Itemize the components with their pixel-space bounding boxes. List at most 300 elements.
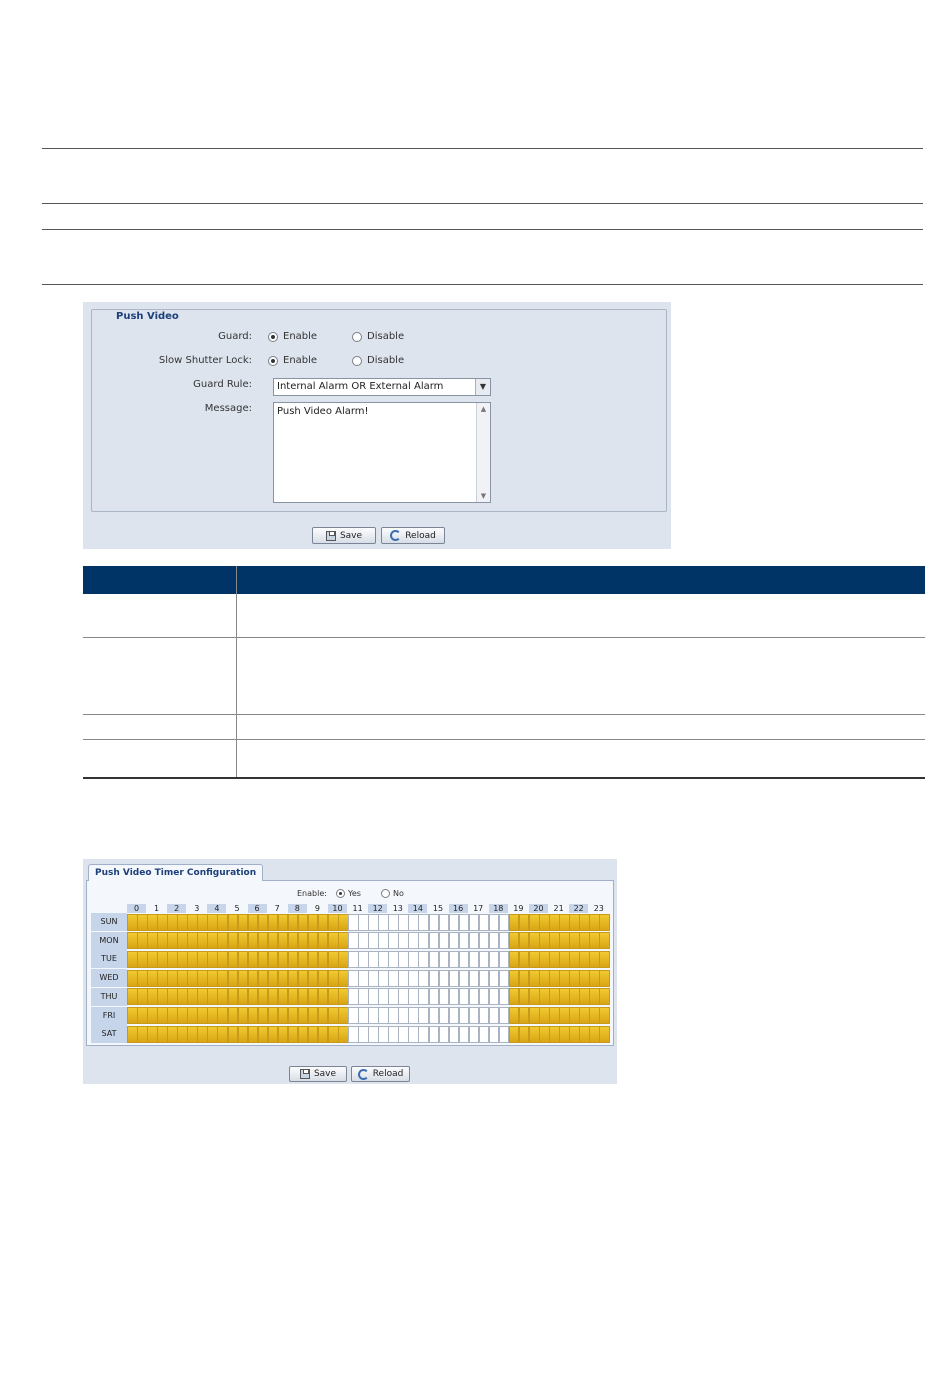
schedule-slot[interactable] xyxy=(559,932,570,949)
schedule-slot[interactable] xyxy=(368,951,379,968)
schedule-slot[interactable] xyxy=(479,1026,490,1043)
schedule-slot[interactable] xyxy=(308,988,319,1005)
schedule-slot[interactable] xyxy=(368,988,379,1005)
schedule-slot[interactable] xyxy=(388,914,399,931)
schedule-slot[interactable] xyxy=(469,951,480,968)
schedule-slot[interactable] xyxy=(449,951,460,968)
schedule-slot[interactable] xyxy=(248,988,259,1005)
schedule-slot[interactable] xyxy=(479,932,490,949)
schedule-slot[interactable] xyxy=(127,970,138,987)
schedule-slot[interactable] xyxy=(479,914,490,931)
schedule-slot[interactable] xyxy=(569,988,580,1005)
timer-enable-yes-label[interactable]: Yes xyxy=(348,889,361,898)
schedule-slot[interactable] xyxy=(509,988,520,1005)
schedule-slot[interactable] xyxy=(559,1026,570,1043)
hour-header-16[interactable]: 16 xyxy=(449,904,468,913)
schedule-slot[interactable] xyxy=(238,970,249,987)
schedule-slot[interactable] xyxy=(388,1007,399,1024)
schedule-slot[interactable] xyxy=(479,988,490,1005)
schedule-slot[interactable] xyxy=(408,951,419,968)
schedule-slot[interactable] xyxy=(298,970,309,987)
schedule-slot[interactable] xyxy=(167,951,178,968)
schedule-slot[interactable] xyxy=(579,951,590,968)
schedule-slot[interactable] xyxy=(408,988,419,1005)
schedule-slot[interactable] xyxy=(549,951,560,968)
schedule-slot[interactable] xyxy=(429,970,440,987)
schedule-slot[interactable] xyxy=(258,1007,269,1024)
schedule-slot[interactable] xyxy=(368,1026,379,1043)
schedule-slot[interactable] xyxy=(509,1007,520,1024)
schedule-slot[interactable] xyxy=(579,1026,590,1043)
schedule-slot[interactable] xyxy=(569,932,580,949)
schedule-slot[interactable] xyxy=(228,988,239,1005)
schedule-slot[interactable] xyxy=(358,951,369,968)
hour-header-2[interactable]: 2 xyxy=(167,904,186,913)
schedule-slot[interactable] xyxy=(248,932,259,949)
schedule-slot[interactable] xyxy=(368,970,379,987)
schedule-slot[interactable] xyxy=(418,1026,429,1043)
schedule-slot[interactable] xyxy=(278,988,289,1005)
schedule-slot[interactable] xyxy=(157,1007,168,1024)
hour-header-0[interactable]: 0 xyxy=(127,904,146,913)
schedule-slot[interactable] xyxy=(137,914,148,931)
slow-shutter-enable-radio[interactable] xyxy=(268,356,278,366)
schedule-slot[interactable] xyxy=(207,970,218,987)
timer-enable-no-label[interactable]: No xyxy=(393,889,404,898)
schedule-slot[interactable] xyxy=(569,1026,580,1043)
guard-enable-label[interactable]: Enable xyxy=(283,331,318,342)
schedule-slot[interactable] xyxy=(489,932,500,949)
schedule-slot[interactable] xyxy=(388,988,399,1005)
schedule-slot[interactable] xyxy=(378,1007,389,1024)
save-button[interactable] xyxy=(312,527,376,544)
schedule-slot[interactable] xyxy=(519,932,530,949)
schedule-slot[interactable] xyxy=(318,914,329,931)
schedule-slot[interactable] xyxy=(228,932,239,949)
schedule-slot[interactable] xyxy=(579,1007,590,1024)
hour-header-18[interactable]: 18 xyxy=(489,904,508,913)
schedule-slot[interactable] xyxy=(177,1026,188,1043)
schedule-slot[interactable] xyxy=(378,932,389,949)
schedule-slot[interactable] xyxy=(408,1026,419,1043)
schedule-slot[interactable] xyxy=(378,970,389,987)
message-scrollbar[interactable] xyxy=(476,403,490,502)
schedule-slot[interactable] xyxy=(589,988,600,1005)
schedule-slot[interactable] xyxy=(268,951,279,968)
schedule-slot[interactable] xyxy=(539,970,550,987)
schedule-slot[interactable] xyxy=(288,951,299,968)
schedule-slot[interactable] xyxy=(589,1026,600,1043)
schedule-slot[interactable] xyxy=(137,951,148,968)
schedule-slot[interactable] xyxy=(489,914,500,931)
schedule-slot[interactable] xyxy=(589,932,600,949)
schedule-slot[interactable] xyxy=(338,1026,349,1043)
schedule-slot[interactable] xyxy=(589,970,600,987)
schedule-slot[interactable] xyxy=(579,914,590,931)
schedule-slot[interactable] xyxy=(147,914,158,931)
schedule-slot[interactable] xyxy=(248,970,259,987)
schedule-slot[interactable] xyxy=(599,932,610,949)
schedule-slot[interactable] xyxy=(358,932,369,949)
schedule-slot[interactable] xyxy=(459,932,470,949)
schedule-slot[interactable] xyxy=(308,932,319,949)
schedule-slot[interactable] xyxy=(147,1007,158,1024)
chevron-down-icon[interactable]: ▼ xyxy=(475,379,490,395)
schedule-slot[interactable] xyxy=(509,1026,520,1043)
schedule-slot[interactable] xyxy=(499,970,510,987)
hour-header-23[interactable]: 23 xyxy=(593,904,604,913)
schedule-slot[interactable] xyxy=(328,932,339,949)
scroll-down-icon[interactable]: ▼ xyxy=(480,492,487,500)
hour-header-9[interactable]: 9 xyxy=(314,904,320,913)
schedule-slot[interactable] xyxy=(509,932,520,949)
schedule-slot[interactable] xyxy=(238,988,249,1005)
schedule-slot[interactable] xyxy=(268,932,279,949)
schedule-slot[interactable] xyxy=(539,914,550,931)
schedule-slot[interactable] xyxy=(197,1007,208,1024)
timer-save-button[interactable] xyxy=(289,1066,347,1082)
schedule-slot[interactable] xyxy=(338,914,349,931)
schedule-slot[interactable] xyxy=(278,951,289,968)
schedule-slot[interactable] xyxy=(368,1007,379,1024)
schedule-slot[interactable] xyxy=(278,970,289,987)
schedule-slot[interactable] xyxy=(338,951,349,968)
schedule-slot[interactable] xyxy=(147,988,158,1005)
schedule-slot[interactable] xyxy=(258,932,269,949)
schedule-slot[interactable] xyxy=(499,1026,510,1043)
schedule-slot[interactable] xyxy=(167,1026,178,1043)
schedule-slot[interactable] xyxy=(258,1026,269,1043)
schedule-slot[interactable] xyxy=(499,914,510,931)
schedule-slot[interactable] xyxy=(177,914,188,931)
schedule-slot[interactable] xyxy=(439,970,450,987)
schedule-slot[interactable] xyxy=(268,1007,279,1024)
schedule-slot[interactable] xyxy=(499,988,510,1005)
schedule-slot[interactable] xyxy=(398,1026,409,1043)
schedule-slot[interactable] xyxy=(368,914,379,931)
schedule-slot[interactable] xyxy=(167,970,178,987)
schedule-slot[interactable] xyxy=(328,951,339,968)
schedule-slot[interactable] xyxy=(358,988,369,1005)
hour-header-15[interactable]: 15 xyxy=(432,904,444,913)
schedule-slot[interactable] xyxy=(157,1026,168,1043)
timer-enable-yes-radio[interactable] xyxy=(336,889,345,898)
schedule-slot[interactable] xyxy=(439,932,450,949)
schedule-slot[interactable] xyxy=(177,932,188,949)
schedule-slot[interactable] xyxy=(549,914,560,931)
schedule-slot[interactable] xyxy=(207,951,218,968)
schedule-slot[interactable] xyxy=(439,914,450,931)
schedule-slot[interactable] xyxy=(308,1007,319,1024)
schedule-slot[interactable] xyxy=(489,988,500,1005)
schedule-slot[interactable] xyxy=(469,1007,480,1024)
schedule-slot[interactable] xyxy=(207,932,218,949)
schedule-slot[interactable] xyxy=(278,932,289,949)
schedule-slot[interactable] xyxy=(449,932,460,949)
schedule-slot[interactable] xyxy=(388,932,399,949)
schedule-slot[interactable] xyxy=(127,1026,138,1043)
schedule-slot[interactable] xyxy=(549,932,560,949)
schedule-slot[interactable] xyxy=(288,932,299,949)
schedule-slot[interactable] xyxy=(549,1007,560,1024)
schedule-slot[interactable] xyxy=(559,988,570,1005)
schedule-slot[interactable] xyxy=(539,951,550,968)
schedule-slot[interactable] xyxy=(268,1026,279,1043)
schedule-slot[interactable] xyxy=(539,1026,550,1043)
schedule-slot[interactable] xyxy=(217,988,228,1005)
schedule-slot[interactable] xyxy=(318,970,329,987)
schedule-slot[interactable] xyxy=(248,1007,259,1024)
message-textarea[interactable] xyxy=(273,402,491,503)
schedule-slot[interactable] xyxy=(268,988,279,1005)
schedule-slot[interactable] xyxy=(217,970,228,987)
schedule-slot[interactable] xyxy=(429,988,440,1005)
schedule-slot[interactable] xyxy=(529,1026,540,1043)
schedule-slot[interactable] xyxy=(288,914,299,931)
schedule-slot[interactable] xyxy=(408,1007,419,1024)
schedule-slot[interactable] xyxy=(489,1026,500,1043)
schedule-slot[interactable] xyxy=(418,988,429,1005)
schedule-slot[interactable] xyxy=(348,951,359,968)
schedule-slot[interactable] xyxy=(519,1026,530,1043)
schedule-slot[interactable] xyxy=(298,988,309,1005)
scroll-up-icon[interactable]: ▲ xyxy=(480,405,487,413)
schedule-slot[interactable] xyxy=(519,970,530,987)
schedule-slot[interactable] xyxy=(207,988,218,1005)
schedule-slot[interactable] xyxy=(429,914,440,931)
schedule-slot[interactable] xyxy=(137,970,148,987)
schedule-slot[interactable] xyxy=(137,1026,148,1043)
schedule-slot[interactable] xyxy=(328,1007,339,1024)
schedule-slot[interactable] xyxy=(398,970,409,987)
hour-header-20[interactable]: 20 xyxy=(529,904,548,913)
schedule-slot[interactable] xyxy=(228,914,239,931)
schedule-slot[interactable] xyxy=(157,951,168,968)
day-label-tue[interactable]: TUE xyxy=(91,950,127,968)
schedule-slot[interactable] xyxy=(459,970,470,987)
schedule-slot[interactable] xyxy=(358,914,369,931)
hour-header-1[interactable]: 1 xyxy=(154,904,160,913)
schedule-slot[interactable] xyxy=(539,988,550,1005)
schedule-slot[interactable] xyxy=(519,914,530,931)
schedule-slot[interactable] xyxy=(137,988,148,1005)
schedule-slot[interactable] xyxy=(388,1026,399,1043)
hour-header-11[interactable]: 11 xyxy=(352,904,363,913)
schedule-slot[interactable] xyxy=(328,988,339,1005)
schedule-slot[interactable] xyxy=(328,1026,339,1043)
schedule-slot[interactable] xyxy=(599,951,610,968)
schedule-slot[interactable] xyxy=(167,1007,178,1024)
schedule-slot[interactable] xyxy=(418,951,429,968)
schedule-slot[interactable] xyxy=(348,970,359,987)
schedule-slot[interactable] xyxy=(429,951,440,968)
schedule-slot[interactable] xyxy=(228,951,239,968)
schedule-slot[interactable] xyxy=(449,914,460,931)
schedule-slot[interactable] xyxy=(217,932,228,949)
schedule-slot[interactable] xyxy=(589,914,600,931)
schedule-slot[interactable] xyxy=(207,1026,218,1043)
schedule-slot[interactable] xyxy=(559,914,570,931)
schedule-slot[interactable] xyxy=(429,1007,440,1024)
schedule-slot[interactable] xyxy=(439,1026,450,1043)
guard-enable-radio[interactable] xyxy=(268,332,278,342)
schedule-slot[interactable] xyxy=(308,970,319,987)
schedule-slot[interactable] xyxy=(559,970,570,987)
schedule-slot[interactable] xyxy=(599,1007,610,1024)
schedule-slot[interactable] xyxy=(157,988,168,1005)
schedule-slot[interactable] xyxy=(187,970,198,987)
schedule-slot[interactable] xyxy=(509,951,520,968)
schedule-slot[interactable] xyxy=(398,932,409,949)
schedule-slot[interactable] xyxy=(459,914,470,931)
schedule-slot[interactable] xyxy=(599,970,610,987)
schedule-slot[interactable] xyxy=(258,988,269,1005)
schedule-slot[interactable] xyxy=(368,932,379,949)
schedule-slot[interactable] xyxy=(398,988,409,1005)
schedule-slot[interactable] xyxy=(167,932,178,949)
schedule-slot[interactable] xyxy=(308,1026,319,1043)
schedule-slot[interactable] xyxy=(408,970,419,987)
schedule-slot[interactable] xyxy=(308,914,319,931)
schedule-slot[interactable] xyxy=(217,1026,228,1043)
schedule-slot[interactable] xyxy=(398,1007,409,1024)
schedule-slot[interactable] xyxy=(298,914,309,931)
schedule-slot[interactable] xyxy=(378,951,389,968)
schedule-slot[interactable] xyxy=(549,988,560,1005)
tab-push-video-timer[interactable]: Push Video Timer Configuration xyxy=(88,864,263,882)
schedule-slot[interactable] xyxy=(308,951,319,968)
schedule-slot[interactable] xyxy=(318,1026,329,1043)
schedule-slot[interactable] xyxy=(388,951,399,968)
schedule-slot[interactable] xyxy=(569,914,580,931)
schedule-slot[interactable] xyxy=(459,951,470,968)
schedule-slot[interactable] xyxy=(127,1007,138,1024)
schedule-slot[interactable] xyxy=(177,970,188,987)
schedule-slot[interactable] xyxy=(439,988,450,1005)
schedule-slot[interactable] xyxy=(579,932,590,949)
schedule-slot[interactable] xyxy=(348,914,359,931)
schedule-slot[interactable] xyxy=(338,1007,349,1024)
schedule-slot[interactable] xyxy=(378,988,389,1005)
schedule-slot[interactable] xyxy=(449,988,460,1005)
schedule-slot[interactable] xyxy=(268,970,279,987)
schedule-slot[interactable] xyxy=(177,1007,188,1024)
schedule-slot[interactable] xyxy=(499,1007,510,1024)
schedule-slot[interactable] xyxy=(127,988,138,1005)
schedule-slot[interactable] xyxy=(489,970,500,987)
hour-header-12[interactable]: 12 xyxy=(368,904,387,913)
hour-header-8[interactable]: 8 xyxy=(288,904,307,913)
schedule-slot[interactable] xyxy=(509,970,520,987)
schedule-slot[interactable] xyxy=(298,1007,309,1024)
schedule-slot[interactable] xyxy=(328,914,339,931)
schedule-slot[interactable] xyxy=(258,951,269,968)
schedule-slot[interactable] xyxy=(278,914,289,931)
schedule-slot[interactable] xyxy=(549,1026,560,1043)
schedule-slot[interactable] xyxy=(579,970,590,987)
schedule-slot[interactable] xyxy=(217,1007,228,1024)
timer-reload-button[interactable] xyxy=(351,1066,410,1082)
schedule-slot[interactable] xyxy=(429,1026,440,1043)
schedule-slot[interactable] xyxy=(509,914,520,931)
schedule-slot[interactable] xyxy=(298,951,309,968)
schedule-slot[interactable] xyxy=(197,932,208,949)
schedule-slot[interactable] xyxy=(449,1007,460,1024)
schedule-slot[interactable] xyxy=(197,1026,208,1043)
hour-header-22[interactable]: 22 xyxy=(569,904,588,913)
schedule-slot[interactable] xyxy=(469,1026,480,1043)
schedule-slot[interactable] xyxy=(288,1007,299,1024)
schedule-slot[interactable] xyxy=(418,914,429,931)
day-label-sat[interactable]: SAT xyxy=(91,1025,127,1043)
schedule-slot[interactable] xyxy=(338,988,349,1005)
schedule-slot[interactable] xyxy=(197,951,208,968)
schedule-slot[interactable] xyxy=(348,932,359,949)
schedule-slot[interactable] xyxy=(147,932,158,949)
schedule-slot[interactable] xyxy=(338,932,349,949)
schedule-slot[interactable] xyxy=(469,988,480,1005)
schedule-slot[interactable] xyxy=(157,914,168,931)
schedule-slot[interactable] xyxy=(278,1007,289,1024)
schedule-slot[interactable] xyxy=(358,1026,369,1043)
schedule-slot[interactable] xyxy=(207,914,218,931)
schedule-slot[interactable] xyxy=(338,970,349,987)
slow-shutter-enable-label[interactable]: Enable xyxy=(283,355,318,366)
schedule-slot[interactable] xyxy=(127,914,138,931)
schedule-slot[interactable] xyxy=(459,1007,470,1024)
schedule-slot[interactable] xyxy=(358,1007,369,1024)
hour-header-4[interactable]: 4 xyxy=(207,904,226,913)
schedule-slot[interactable] xyxy=(499,932,510,949)
schedule-slot[interactable] xyxy=(569,1007,580,1024)
hour-header-3[interactable]: 3 xyxy=(194,904,200,913)
schedule-slot[interactable] xyxy=(288,1026,299,1043)
schedule-slot[interactable] xyxy=(228,1007,239,1024)
schedule-slot[interactable] xyxy=(147,970,158,987)
schedule-slot[interactable] xyxy=(298,932,309,949)
schedule-slot[interactable] xyxy=(228,1026,239,1043)
schedule-slot[interactable] xyxy=(499,951,510,968)
schedule-slot[interactable] xyxy=(519,988,530,1005)
schedule-slot[interactable] xyxy=(469,914,480,931)
schedule-slot[interactable] xyxy=(418,970,429,987)
schedule-slot[interactable] xyxy=(318,988,329,1005)
schedule-slot[interactable] xyxy=(217,951,228,968)
schedule-slot[interactable] xyxy=(298,1026,309,1043)
schedule-slot[interactable] xyxy=(559,1007,570,1024)
schedule-slot[interactable] xyxy=(348,1026,359,1043)
schedule-slot[interactable] xyxy=(599,914,610,931)
schedule-slot[interactable] xyxy=(248,1026,259,1043)
schedule-slot[interactable] xyxy=(519,1007,530,1024)
hour-header-6[interactable]: 6 xyxy=(248,904,267,913)
schedule-slot[interactable] xyxy=(489,951,500,968)
schedule-slot[interactable] xyxy=(238,1007,249,1024)
schedule-slot[interactable] xyxy=(408,914,419,931)
schedule-slot[interactable] xyxy=(529,951,540,968)
schedule-slot[interactable] xyxy=(147,1026,158,1043)
schedule-slot[interactable] xyxy=(569,951,580,968)
schedule-slot[interactable] xyxy=(569,970,580,987)
timer-enable-no-radio[interactable] xyxy=(381,889,390,898)
schedule-slot[interactable] xyxy=(559,951,570,968)
schedule-slot[interactable] xyxy=(238,1026,249,1043)
schedule-slot[interactable] xyxy=(238,932,249,949)
schedule-slot[interactable] xyxy=(157,932,168,949)
schedule-slot[interactable] xyxy=(529,988,540,1005)
slow-shutter-disable-radio[interactable] xyxy=(352,356,362,366)
day-label-mon[interactable]: MON xyxy=(91,932,127,950)
